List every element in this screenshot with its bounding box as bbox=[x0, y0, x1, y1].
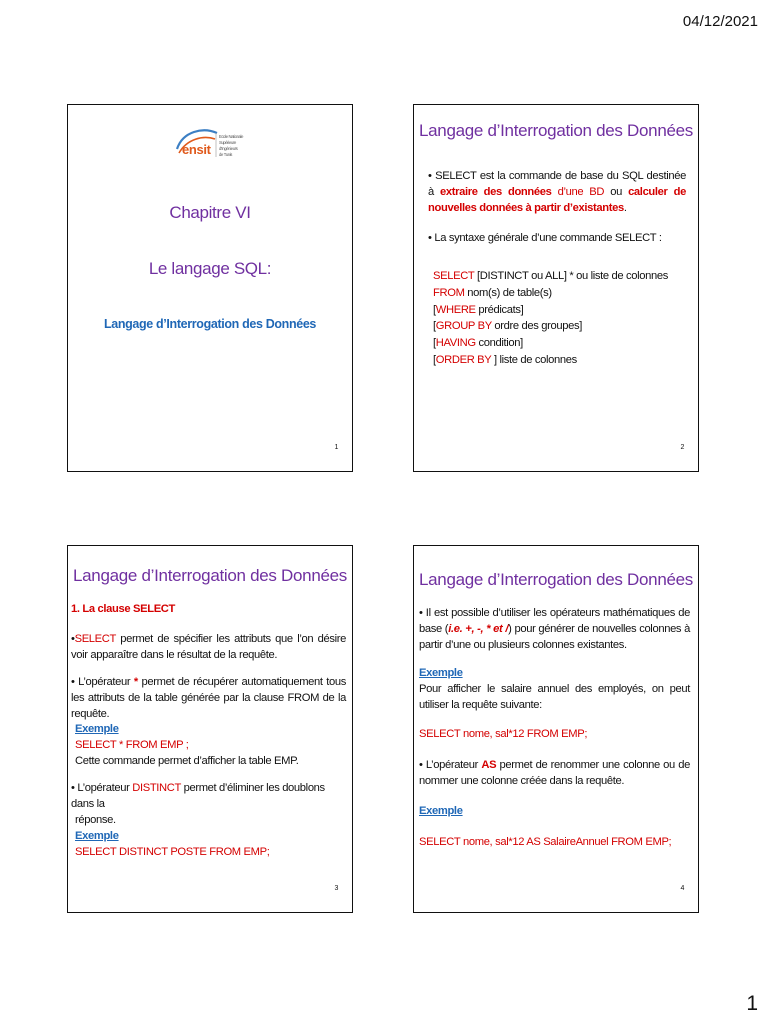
example-label: Exemple bbox=[75, 829, 119, 842]
syntax-intro: • La syntaxe générale d’une commande SELECT : bbox=[428, 231, 662, 244]
slide-number: 1 bbox=[334, 444, 338, 452]
slide-title: Langage d’Interrogation des Données bbox=[419, 121, 693, 140]
slide-number: 2 bbox=[680, 444, 684, 452]
example-text: Pour afficher le salaire annuel des employés, on peut utiliser la requête suivante: bbox=[419, 682, 690, 711]
svg-text:ensit: ensit bbox=[182, 142, 211, 157]
logo-line-3: d'Ingénieurs bbox=[219, 146, 238, 151]
slide-2 bbox=[413, 104, 699, 472]
math-operators-text: • Il est possible d’utiliser les opérateurs mathématiques de base (i.e. +, -, * et /) pour générer de nouvelles colonnes à partir d’une ou plusieurs colonnes existantes. bbox=[419, 607, 690, 651]
chapter-name: Le langage SQL: bbox=[148, 259, 272, 278]
slide-body bbox=[71, 602, 346, 861]
slide-1 bbox=[67, 104, 353, 472]
logo-line-2: Supérieure bbox=[219, 140, 236, 145]
example-code: SELECT * FROM EMP ; bbox=[75, 739, 189, 752]
example-text: Cette commande permet d’afficher la table EMP. bbox=[75, 755, 299, 768]
select-clause-text: •SELECT permet de spécifier les attributs que l’on désire voir apparaître dans le résultat de la requête. bbox=[71, 632, 346, 661]
syntax-line: [GROUP BY ordre des groupes] bbox=[433, 320, 582, 333]
distinct-operator-text: • L’opérateur DISTINCT permet d’éliminer les doublons dans la bbox=[71, 782, 325, 811]
slide-body bbox=[428, 169, 686, 247]
logo-line-1: Ecole Nationale bbox=[219, 134, 244, 139]
syntax-line: [WHERE prédicats] bbox=[433, 303, 524, 316]
ensit-logo bbox=[173, 123, 253, 165]
example-code: SELECT DISTINCT POSTE FROM EMP; bbox=[75, 845, 270, 858]
example-1 bbox=[71, 722, 346, 770]
slide-number: 3 bbox=[334, 885, 338, 893]
logo-line-4: de Tunis bbox=[219, 152, 233, 157]
syntax-line: [ORDER BY ] liste de colonnes bbox=[433, 353, 577, 366]
example-code: SELECT nome, sal*12 FROM EMP; bbox=[419, 728, 588, 741]
example-1 bbox=[419, 666, 690, 744]
slide-title: Langage d’Interrogation des Données bbox=[419, 570, 693, 589]
print-date: 04/12/2021 bbox=[682, 13, 758, 30]
select-syntax bbox=[433, 268, 668, 369]
example-label: Exemple bbox=[419, 666, 463, 679]
syntax-line: [HAVING condition] bbox=[433, 337, 523, 350]
example-label: Exemple bbox=[419, 805, 463, 818]
example-2: réponse. Exemple SELECT DISTINCT POSTE FROM EMP; bbox=[71, 813, 346, 861]
slide-body bbox=[419, 606, 690, 851]
slide-title: Langage d’Interrogation des Données bbox=[73, 566, 347, 585]
syntax-line: FROM nom(s) de table(s) bbox=[433, 286, 552, 299]
page-number: 1 bbox=[746, 992, 758, 1015]
star-operator-text: • L’opérateur * permet de récupérer automatiquement tous les attributs de la table générée par la clause FROM de la requête. bbox=[71, 675, 346, 720]
chapter-subtitle: Langage d’Interrogation des Données bbox=[103, 317, 317, 331]
section-heading: 1. La clause SELECT bbox=[71, 603, 176, 615]
slide-3 bbox=[67, 545, 353, 913]
syntax-line: SELECT [DISTINCT ou ALL] * ou liste de colonnes bbox=[433, 270, 668, 282]
select-definition: • SELECT est la commande de base du SQL destinée à extraire des données d’une BD ou calculer de nouvelles données à partir d’existantes. bbox=[428, 170, 686, 214]
chapter-title: Chapitre VI bbox=[169, 203, 251, 222]
example-code: SELECT nome, sal*12 AS SalaireAnnuel FROM EMP; bbox=[419, 836, 672, 849]
slide-4 bbox=[413, 545, 699, 913]
example-label: Exemple bbox=[75, 723, 119, 736]
as-operator-text: • L’opérateur AS permet de renommer une colonne ou de nommer une colonne créée dans la requête. bbox=[419, 759, 690, 788]
slide-number: 4 bbox=[680, 885, 684, 893]
